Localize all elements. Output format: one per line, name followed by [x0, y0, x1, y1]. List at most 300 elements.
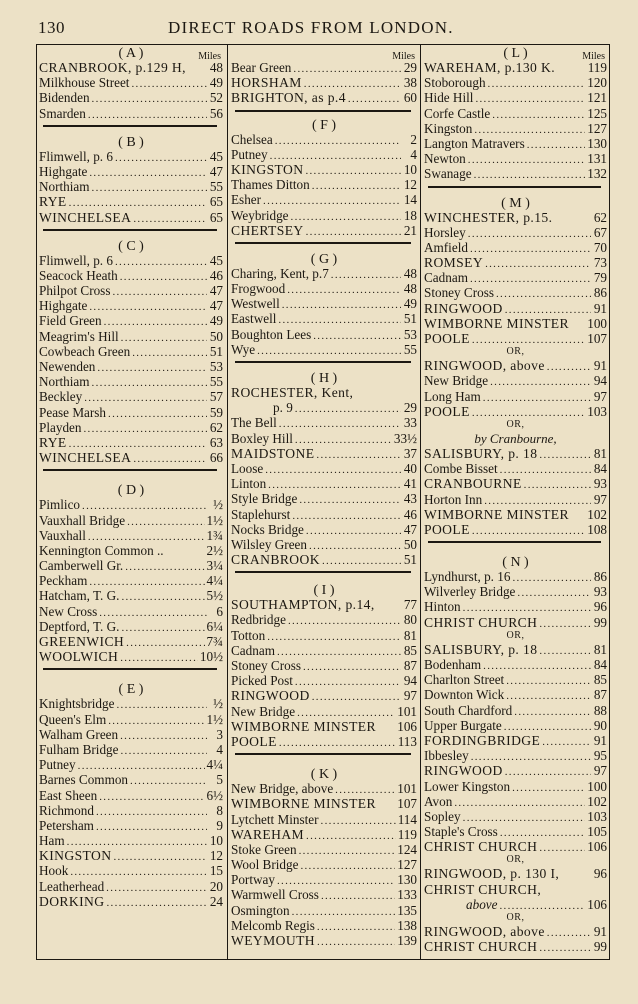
dot-leader: [287, 283, 401, 296]
dot-leader: [120, 651, 198, 664]
place-name: DORKING: [39, 893, 105, 909]
route-entry: [39, 435, 223, 450]
dot-leader: [500, 463, 591, 476]
place-name: RINGWOOD, above: [424, 924, 545, 939]
mileage-value: 100: [587, 778, 607, 794]
mileage-value: 63: [209, 434, 223, 450]
mileage-value: 108: [587, 521, 607, 537]
route-letter: ( A ): [118, 46, 144, 61]
dot-leader: [303, 660, 401, 673]
place-name: Totton: [231, 627, 266, 643]
mileage-value: 10: [209, 833, 223, 849]
route-entry: [39, 497, 223, 512]
place-name: RINGWOOD: [424, 763, 503, 779]
dot-leader: [115, 255, 207, 268]
column-divider: [420, 44, 421, 960]
route-entry: [39, 818, 223, 833]
section-rule: [43, 229, 217, 231]
mileage-value: 3¼: [206, 558, 223, 574]
page-title: DIRECT ROADS FROM LONDON.: [168, 18, 454, 37]
route-entry: [424, 331, 607, 346]
mileage-value: 62: [593, 209, 607, 225]
place-name: Esher: [231, 192, 262, 208]
dot-leader: [279, 736, 396, 749]
mileage-value: 33: [403, 415, 417, 431]
mileage-value: 47: [209, 283, 223, 299]
mileage-value: 60: [403, 90, 417, 106]
route-entry: [39, 210, 223, 225]
mileage-value: 102: [587, 506, 607, 522]
place-name: Field Green: [39, 313, 102, 329]
dot-leader: [89, 300, 207, 313]
dot-leader: [106, 881, 207, 894]
dot-leader: [472, 333, 585, 346]
mileage-value: 51: [209, 343, 223, 359]
dot-leader: [275, 134, 401, 147]
route-entry: [39, 619, 223, 634]
route-entry: [424, 687, 607, 702]
route-section: [39, 135, 223, 231]
route-entry: [39, 149, 223, 164]
route-entry: [424, 718, 607, 733]
route-entry: [424, 90, 607, 105]
place-name: Loose: [231, 460, 264, 476]
column-right: [424, 46, 607, 954]
route-entry: [424, 763, 607, 778]
route-section-title: [39, 682, 223, 696]
route-entry: [424, 301, 607, 316]
dot-leader: [97, 361, 207, 374]
mileage-value: 70: [593, 239, 607, 255]
place-name: Meagrim's Hill: [39, 328, 119, 344]
place-name: Staple's Cross: [424, 824, 498, 840]
mileage-value: 49: [209, 75, 223, 91]
route-entry: [424, 866, 607, 881]
route-entry: [39, 106, 223, 121]
place-name: Portway: [231, 872, 275, 888]
dot-leader: [322, 554, 401, 567]
route-letter: ( E ): [118, 682, 144, 698]
section-rule: [235, 753, 411, 755]
route-entry: [231, 208, 417, 223]
mileage-value: 50: [403, 536, 417, 552]
dot-leader: [470, 272, 591, 285]
page-number: 130: [38, 18, 65, 37]
dot-leader: [304, 77, 401, 90]
route-section-title: [424, 555, 607, 569]
place-name: RINGWOOD: [424, 300, 503, 316]
mileage-value: 97: [593, 763, 607, 779]
place-name: CHRIST CHURCH: [424, 614, 538, 630]
place-name: CRANBOURNE: [424, 476, 522, 492]
place-name: Sopley: [424, 808, 461, 824]
mileage-value: 5: [216, 772, 223, 788]
route-entry: [424, 151, 607, 166]
mileage-value: 53: [209, 359, 223, 374]
dot-leader: [542, 735, 591, 748]
place-name: WINCHESTER, p.15.: [424, 209, 553, 225]
route-entry: [424, 584, 607, 599]
mileage-value: 96: [593, 599, 607, 615]
mileage-value: 53: [403, 326, 417, 342]
route-entry: [424, 733, 607, 748]
dot-leader: [317, 935, 395, 948]
dot-leader: [471, 750, 591, 763]
dot-leader: [539, 644, 591, 657]
route-entry: [231, 903, 417, 918]
route-entry: [39, 558, 223, 573]
route-entry: [424, 657, 607, 672]
mileage-value: 91: [593, 300, 607, 316]
mileage-value: 97: [593, 388, 607, 404]
route-section-title: [231, 583, 417, 597]
route-entry: [39, 75, 223, 90]
mileage-value: 81: [593, 641, 607, 657]
route-entry: [231, 446, 417, 461]
route-entry: [231, 266, 417, 281]
route-entry: [424, 924, 607, 939]
place-name: CHRIST CHURCH,: [424, 881, 542, 897]
mileage-value: 139: [397, 933, 417, 948]
route-entry: [39, 374, 223, 389]
mileage-value: 97: [403, 688, 417, 704]
mileage-value: 20: [209, 878, 223, 894]
column-divider: [227, 44, 228, 960]
mileage-value: 41: [403, 476, 417, 492]
place-name: Kingston: [424, 120, 473, 136]
place-name: Langton Matravers: [424, 135, 525, 151]
route-entry: [231, 704, 417, 719]
place-name: Leatherhead: [39, 878, 105, 894]
mileage-value: 29: [403, 60, 417, 75]
alternative-separator: OR,: [506, 912, 525, 923]
place-name: Cadnam: [231, 642, 275, 658]
mileage-value: 55: [209, 179, 223, 195]
dot-leader: [512, 781, 585, 794]
mileage-value: 47: [209, 298, 223, 314]
dot-leader: [131, 77, 207, 90]
dot-leader: [127, 515, 204, 528]
route-section: [424, 555, 607, 954]
place-name: HORSHAM: [231, 75, 302, 91]
dot-leader: [299, 844, 396, 857]
route-entry: [231, 461, 417, 476]
dot-leader: [500, 826, 585, 839]
mileage-value: 80: [403, 612, 417, 628]
dot-leader: [121, 590, 204, 603]
route-entry: [424, 136, 607, 151]
dot-leader: [88, 108, 207, 121]
dot-leader: [335, 783, 395, 796]
place-name: CRANBROOK: [231, 552, 320, 568]
mileage-value: 84: [593, 461, 607, 477]
route-letter: ( D ): [117, 483, 145, 499]
route-entry: [231, 192, 417, 207]
route-entry: [231, 857, 417, 872]
route-entry: [231, 177, 417, 192]
place-name: POOLE: [424, 331, 470, 346]
route-letter: ( K ): [310, 767, 338, 783]
route-entry: [231, 552, 417, 567]
place-name: Milkhouse Street: [39, 75, 130, 91]
dot-leader: [309, 539, 401, 552]
place-name: South Chardford: [424, 702, 513, 718]
place-name: SOUTHAMPTON, p.14,: [231, 597, 375, 613]
dot-leader: [474, 168, 586, 181]
route-entry: [424, 60, 607, 75]
place-name: WEYMOUTH: [231, 933, 315, 948]
place-name: WIMBORNE MINSTER: [424, 506, 569, 522]
route-letter: ( B ): [118, 134, 144, 150]
section-rule: [235, 571, 411, 573]
place-name: Smarden: [39, 105, 86, 121]
dot-leader: [277, 645, 401, 658]
route-entry: [424, 121, 607, 136]
place-name: Flimwell, p. 6: [39, 148, 113, 164]
mileage-value: 96: [593, 866, 607, 882]
place-name: Petersham: [39, 817, 94, 833]
section-rule: [428, 186, 601, 188]
mileage-value: 21: [403, 222, 417, 238]
place-name: Downton Wick: [424, 687, 505, 703]
place-name: Hatcham, T. G.: [39, 588, 120, 604]
place-name: Charing, Kent, p.7: [231, 265, 329, 281]
section-rule: [43, 469, 217, 471]
mileage-value: 101: [397, 703, 417, 719]
mileage-value: 47: [403, 521, 417, 537]
dot-leader: [282, 298, 401, 311]
place-name: Stoborough: [424, 75, 486, 91]
mileage-value: 91: [593, 732, 607, 748]
route-entry: [231, 415, 417, 430]
place-name: Fulham Bridge: [39, 741, 119, 757]
dot-leader: [331, 268, 401, 281]
dot-leader: [112, 285, 207, 298]
route-entry: [39, 588, 223, 603]
route-entry: [39, 90, 223, 105]
mileage-value: 59: [209, 404, 223, 420]
route-section: [231, 371, 417, 573]
mileage-value: 9: [216, 817, 223, 833]
route-entry: [424, 672, 607, 687]
route-section-title: [39, 46, 223, 60]
place-name: Long Ham: [424, 388, 481, 404]
dot-leader: [96, 805, 207, 818]
mileage-value: 90: [593, 717, 607, 733]
route-section-title: [231, 252, 417, 266]
place-name: POOLE: [424, 403, 470, 419]
route-letter: ( I ): [313, 583, 335, 599]
dot-leader: [470, 242, 591, 255]
place-name: Playden: [39, 419, 82, 435]
mileage-value: 95: [593, 748, 607, 764]
mileage-value: 107: [587, 331, 607, 346]
route-entry: [231, 296, 417, 311]
dot-leader: [121, 331, 207, 344]
dot-leader: [132, 346, 207, 359]
dot-leader: [500, 899, 586, 912]
mileage-value: 87: [593, 687, 607, 703]
dot-leader: [292, 905, 396, 918]
mileage-value: 49: [209, 313, 223, 329]
route-entry: [39, 268, 223, 283]
mileage-value: 46: [403, 506, 417, 522]
route-entry: [231, 75, 417, 90]
mileage-value: 106: [587, 896, 607, 912]
route-entry: [39, 405, 223, 420]
mileage-value: 15: [209, 863, 223, 879]
place-name: Style Bridge: [231, 491, 298, 507]
dot-leader: [547, 926, 591, 939]
route-entry: [231, 327, 417, 342]
page-header: [38, 16, 610, 42]
route-entry: [231, 491, 417, 506]
dot-leader: [70, 865, 207, 878]
route-section: [231, 252, 417, 363]
dot-leader: [484, 494, 591, 507]
column-middle: [231, 46, 417, 948]
route-entry: [424, 824, 607, 839]
dot-leader: [292, 509, 401, 522]
place-name: Putney: [39, 757, 76, 773]
place-name: Picked Post: [231, 673, 293, 689]
route-entry: [424, 461, 607, 476]
place-name: Seacock Heath: [39, 267, 118, 283]
dot-leader: [505, 303, 591, 316]
mileage-value: 100: [587, 315, 607, 331]
section-rule: [235, 110, 411, 112]
route-entry: [231, 385, 417, 400]
place-name: Swanage: [424, 166, 472, 182]
mileage-value: 94: [403, 673, 417, 689]
dot-leader: [288, 614, 401, 627]
section-rule: [235, 361, 411, 363]
route-entry: [39, 696, 223, 711]
route-entry: [231, 147, 417, 162]
place-name: Peckham: [39, 573, 88, 589]
route-entry: [424, 240, 607, 255]
dot-leader: [92, 376, 207, 389]
place-name: WAREHAM: [231, 826, 305, 842]
mileage-value: 3: [216, 726, 223, 742]
route-entry: [231, 400, 417, 415]
mileage-value: 37: [403, 445, 417, 461]
mileage-value: 85: [593, 672, 607, 688]
mileage-value: 81: [403, 627, 417, 643]
place-name: Lower Kingston: [424, 778, 511, 794]
place-name: Wye: [231, 341, 256, 357]
mileage-value: 45: [209, 148, 223, 164]
mileage-value: 7¾: [206, 634, 223, 649]
place-name: Weybridge: [231, 207, 289, 223]
dot-leader: [527, 138, 586, 151]
mileage-value: 4¼: [206, 757, 223, 773]
column-left: [39, 46, 223, 909]
mileage-value: 10: [403, 161, 417, 177]
route-entry: [39, 573, 223, 588]
dot-leader: [316, 448, 401, 461]
dot-leader: [133, 212, 207, 225]
place-name: Putney: [231, 146, 268, 162]
mileage-value: 85: [403, 642, 417, 658]
place-name: Vauxhall Bridge: [39, 512, 126, 528]
mileage-value: 120: [587, 75, 607, 91]
route-entry: [231, 311, 417, 326]
mileage-value: 121: [587, 90, 607, 106]
mileage-value: 14: [403, 192, 417, 208]
route-entry: [39, 513, 223, 528]
route-entry: [231, 933, 417, 948]
mileage-value: 124: [397, 841, 417, 857]
route-entry: [39, 420, 223, 435]
route-entry: [231, 431, 417, 446]
mileage-value: 102: [587, 793, 607, 809]
route-section: [39, 682, 223, 909]
route-entry: [39, 179, 223, 194]
dot-leader: [312, 690, 401, 703]
place-name: Northiam: [39, 374, 90, 390]
place-name: BRIGHTON, as p.4: [231, 90, 346, 106]
route-entry: [424, 492, 607, 507]
route-section-title: [231, 371, 417, 385]
dot-leader: [120, 729, 207, 742]
place-name: Eastwell: [231, 311, 277, 327]
dot-leader: [265, 463, 401, 476]
place-name: Highgate: [39, 163, 88, 179]
mileage-value: 6½: [206, 787, 223, 803]
dot-leader: [348, 92, 401, 105]
dot-leader: [82, 499, 207, 512]
route-entry: [231, 658, 417, 673]
place-name: WOOLWICH: [39, 649, 119, 665]
route-entry: [424, 642, 607, 657]
dot-leader: [305, 164, 401, 177]
mileage-value: 127: [397, 857, 417, 873]
route-entry: [231, 132, 417, 147]
place-name: Bear Green: [231, 60, 292, 75]
place-name: Bodenham: [424, 657, 482, 672]
dot-leader: [99, 606, 207, 619]
route-letter: ( M ): [501, 195, 530, 211]
dot-leader: [483, 391, 591, 404]
dot-leader: [84, 391, 207, 404]
dot-leader: [125, 560, 204, 573]
place-name: CHRIST CHURCH: [424, 939, 538, 955]
dot-leader: [468, 227, 591, 240]
dot-leader: [99, 790, 204, 803]
route-note: by Cranbourne,: [474, 430, 557, 446]
place-name: Stoke Green: [231, 841, 297, 857]
dot-leader: [295, 675, 401, 688]
place-name: CHERTSEY: [231, 222, 304, 238]
route-entry: [231, 628, 417, 643]
route-entry: [39, 528, 223, 543]
mileage-value: 114: [397, 811, 417, 827]
place-name: WAREHAM, p.130 K.: [424, 60, 556, 75]
mileage-value: 97: [593, 491, 607, 507]
dot-leader: [267, 630, 401, 643]
miles-label: Miles: [392, 51, 415, 62]
dot-leader: [96, 820, 207, 833]
section-rule: [428, 541, 601, 543]
route-entry: [39, 543, 223, 558]
dot-leader: [313, 329, 401, 342]
place-name: Upper Burgate: [424, 717, 502, 733]
mileage-value: 6: [216, 603, 223, 619]
dot-leader: [454, 796, 585, 809]
route-entry: [231, 887, 417, 902]
dot-leader: [488, 77, 586, 90]
